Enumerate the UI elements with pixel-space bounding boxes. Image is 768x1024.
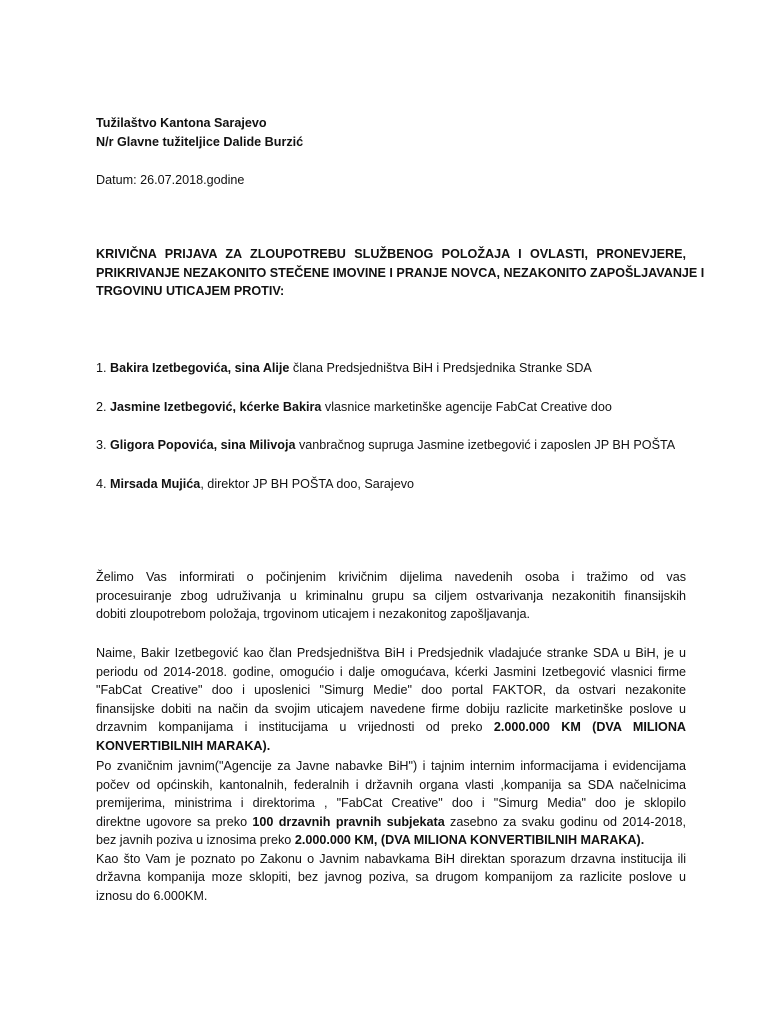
body-line: Naime, Bakir Izetbegović kao član Predsjedništva BiH i Predsjednik vladajuće stranke SDA u BiH, je u: [96, 646, 686, 660]
accused-list: [96, 359, 686, 493]
document-title: [96, 245, 705, 301]
body-line: Po zvaničnim javnim("Agencije za Javne nabavke BiH") i tajnim internim informacijama i evidencijama: [96, 759, 686, 773]
body-line: "FabCat Creative" doo i uposlenici "Simurg Medie" doo portal FAKTOR, da ostvari nezakonite: [96, 683, 686, 697]
amount-highlight: KONVERTIBILNIH MARAKA).: [96, 738, 271, 753]
accused-name: Bakira Izetbegovića, sina Alije: [110, 361, 290, 375]
accused-desc: vlasnice marketinške agencije FabCat Creative doo: [321, 399, 612, 414]
intro-line: dobiti zloupotrebom položaja, trgovinom uticajem i nezakonitog zapošljavanja.: [96, 607, 531, 621]
accused-desc: vanbračnog supruga Jasmine izetbegović i zaposlen JP BH POŠTA: [295, 438, 676, 452]
body-line: finansijske dobiti na način da svojim uticajem navedene firme dobiju razlicite marketinške poslove u: [96, 701, 686, 716]
accused-item: 4. Mirsada Mujića, direktor JP BH POŠTA doo, Sarajevo: [96, 476, 415, 491]
accused-item: 2. Jasmine Izetbegović, kćerke Bakira vlasnice marketinške agencije FabCat Creative doo: [96, 399, 612, 414]
amount-highlight: 2.000.000 KM, (DVA MILIONA KONVERTIBILNIH MARAKA).: [294, 833, 645, 847]
body-line: bez javnih poziva u iznosima preko 2.000.000 KM, (DVA MILIONA KONVERTIBILNIH MARAKA).: [96, 833, 645, 847]
date-line: [96, 171, 686, 190]
intro-paragraph: [96, 568, 686, 624]
date-label: Datum:: [96, 173, 137, 187]
accused-item: 1. Bakira Izetbegovića, sina Alije člana Predsjedništva BiH i Predsjednika Stranke SDA: [96, 361, 592, 375]
body-line: premijerima, ministrima i direktorima , "FabCat Creative" doo i "Simurg Media" doo je sklopilo: [96, 796, 686, 810]
body-line: drzavnim kompanijama i institucijama u vrijednosti od preko 2.000.000 KM (DVA MILIONA: [96, 720, 687, 734]
body-paragraph-1: [96, 644, 686, 755]
accused-name: Jasmine Izetbegović, kćerke Bakira: [110, 399, 322, 414]
body-line: periodu od 2014-2018. godine, omogućio i dalje omogućava, kćerki Jasmini Izetbegović vlasnici firme: [96, 664, 686, 679]
title-line-3: TRGOVINU UTICAJEM PROTIV:: [96, 284, 285, 298]
accused-desc: člana Predsjedništva BiH i Predsjednika Stranke SDA: [289, 361, 592, 375]
body-line: počev od općinskih, kantonalnih, federalnih i državnih organa vlasti ,kompanija sa SDA načelnicima: [96, 777, 686, 792]
body-line: državna kompanija moze sklopiti, bez javnog poziva, sa drugom kompanijom za razlicite poslove u: [96, 870, 686, 884]
date-value: 26.07.2018.godine: [140, 173, 245, 187]
accused-name: Mirsada Mujića: [110, 476, 201, 491]
accused-desc: , direktor JP BH POŠTA doo, Sarajevo: [200, 476, 415, 491]
intro-line: procesuiranje zbog udruživanja u kriminalnu grupu sa ciljem ostvarivanja nezakonitih finansijskih: [96, 588, 686, 603]
body-line: direktne ugovore sa preko 100 drzavnih pravnih subjekata zasebno za svaku godinu od 2014-2018,: [96, 814, 686, 829]
intro-line: Želimo Vas informirati o počinjenim krivičnim dijelima navedenih osoba i tražimo od vas: [96, 570, 686, 584]
body-line: iznosu do 6.000KM.: [96, 888, 208, 903]
addressee: Tužilaštvo Kantona Sarajevo: [96, 116, 267, 130]
body-paragraph-2: [96, 757, 686, 905]
subjects-highlight: 100 drzavnih pravnih subjekata: [252, 814, 445, 829]
accused-name: Gligora Popovića, sina Milivoja: [110, 438, 296, 452]
title-line-1: KRIVIČNA PRIJAVA ZA ZLOUPOTREBU SLUŽBENOG POLOŽAJA I OVLASTI, PRONEVJERE,: [96, 247, 686, 261]
attention-line: N/r Glavne tužiteljice Dalide Burzić: [96, 134, 304, 149]
amount-highlight: 2.000.000 KM (DVA MILIONA: [493, 720, 687, 734]
body-line: Kao što Vam je poznato po Zakonu o Javnim nabavkama BiH direktan sporazum drzavna institucija ili: [96, 851, 686, 866]
title-line-2: PRIKRIVANJE NEZAKONITO STEČENE IMOVINE I PRANJE NOVCA, NEZAKONITO ZAPOŠLJAVANJE I: [96, 265, 705, 280]
addressee-block: [96, 114, 686, 151]
accused-item: 3. Gligora Popovića, sina Milivoja vanbračnog supruga Jasmine izetbegović i zaposlen JP BH POŠTA: [96, 438, 676, 452]
